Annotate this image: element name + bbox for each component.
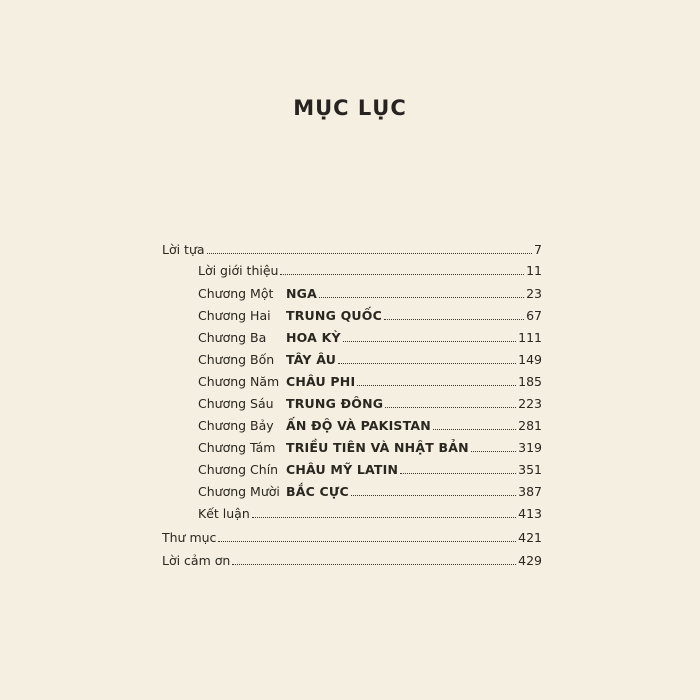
dot-leader <box>343 340 516 342</box>
toc-entry-loi-cam-on[interactable] <box>162 547 542 567</box>
page-number: 351 <box>518 461 542 477</box>
page-number: 185 <box>518 373 542 389</box>
dot-leader <box>400 472 516 474</box>
page-number: 11 <box>526 262 542 278</box>
toc-entry-thu-muc[interactable] <box>162 524 542 544</box>
toc-entry-chapter-4[interactable] <box>198 346 542 366</box>
page-number: 111 <box>518 329 542 345</box>
toc-entry-loi-gioi-thieu[interactable] <box>198 257 542 277</box>
chapter-number: Chương Sáu <box>198 395 274 411</box>
chapter-number: Chương Một <box>198 285 274 301</box>
dot-leader <box>252 516 516 518</box>
chapter-title: BẮC CỰC <box>286 483 349 499</box>
chapter-number: Chương Chín <box>198 461 279 477</box>
entry-title: Kết luận <box>198 505 250 521</box>
toc-entry-ket-luan[interactable] <box>198 500 542 520</box>
dot-leader <box>232 563 516 565</box>
dot-leader <box>319 296 524 298</box>
chapter-title: TRUNG ĐÔNG <box>286 395 384 411</box>
dot-leader <box>384 318 524 320</box>
chapter-title: NGA <box>286 285 317 301</box>
dot-leader <box>351 494 516 496</box>
chapter-number: Chương Ba <box>198 329 267 345</box>
page-number: 149 <box>518 351 542 367</box>
chapter-number: Chương Hai <box>198 307 271 323</box>
dot-leader <box>338 362 516 364</box>
page-number: 429 <box>518 552 542 568</box>
chapter-title: ẤN ĐỘ VÀ PAKISTAN <box>286 417 431 433</box>
dot-leader <box>218 540 516 542</box>
page-number: 67 <box>526 307 542 323</box>
toc-entry-loi-tua[interactable] <box>162 236 542 256</box>
chapter-title: TRUNG QUỐC <box>286 307 382 323</box>
page-number: 387 <box>518 483 542 499</box>
toc-entry-chapter-2[interactable] <box>198 302 542 322</box>
entry-title: Lời tựa <box>162 241 205 257</box>
chapter-title: CHÂU MỸ LATIN <box>286 461 399 477</box>
toc-entry-chapter-6[interactable] <box>198 390 542 410</box>
entry-title: Thư mục <box>162 529 217 545</box>
page-number: 7 <box>534 241 542 257</box>
toc-entry-chapter-8[interactable] <box>198 434 542 454</box>
toc-entry-chapter-7[interactable] <box>198 412 542 432</box>
toc-entry-chapter-9[interactable] <box>198 456 542 476</box>
page-number: 421 <box>518 529 542 545</box>
toc-entry-chapter-3[interactable] <box>198 324 542 344</box>
chapter-title: HOA KỲ <box>286 329 341 345</box>
chapter-number: Chương Bảy <box>198 417 274 433</box>
dot-leader <box>471 450 516 452</box>
toc-entry-chapter-5[interactable] <box>198 368 542 388</box>
page-number: 413 <box>518 505 542 521</box>
dot-leader <box>385 406 516 408</box>
chapter-number: Chương Năm <box>198 373 280 389</box>
chapter-title: TRIỀU TIÊN VÀ NHẬT BẢN <box>286 439 469 455</box>
dot-leader <box>280 273 524 275</box>
entry-title: Lời cảm ơn <box>162 552 231 568</box>
toc-entry-chapter-1[interactable] <box>198 280 542 300</box>
chapter-number: Chương Mười <box>198 483 280 499</box>
chapter-title: CHÂU PHI <box>286 373 356 389</box>
dot-leader <box>207 252 533 254</box>
toc-entry-chapter-10[interactable] <box>198 478 542 498</box>
dot-leader <box>357 384 516 386</box>
page-number: 23 <box>526 285 542 301</box>
chapter-number: Chương Bốn <box>198 351 275 367</box>
page-number: 319 <box>518 439 542 455</box>
dot-leader <box>433 428 516 430</box>
chapter-number: Chương Tám <box>198 439 276 455</box>
page-number: 281 <box>518 417 542 433</box>
page-number: 223 <box>518 395 542 411</box>
page-title: MỤC LỤC <box>293 96 407 120</box>
entry-title: Lời giới thiệu <box>198 262 279 278</box>
chapter-title: TÂY ÂU <box>286 351 337 367</box>
